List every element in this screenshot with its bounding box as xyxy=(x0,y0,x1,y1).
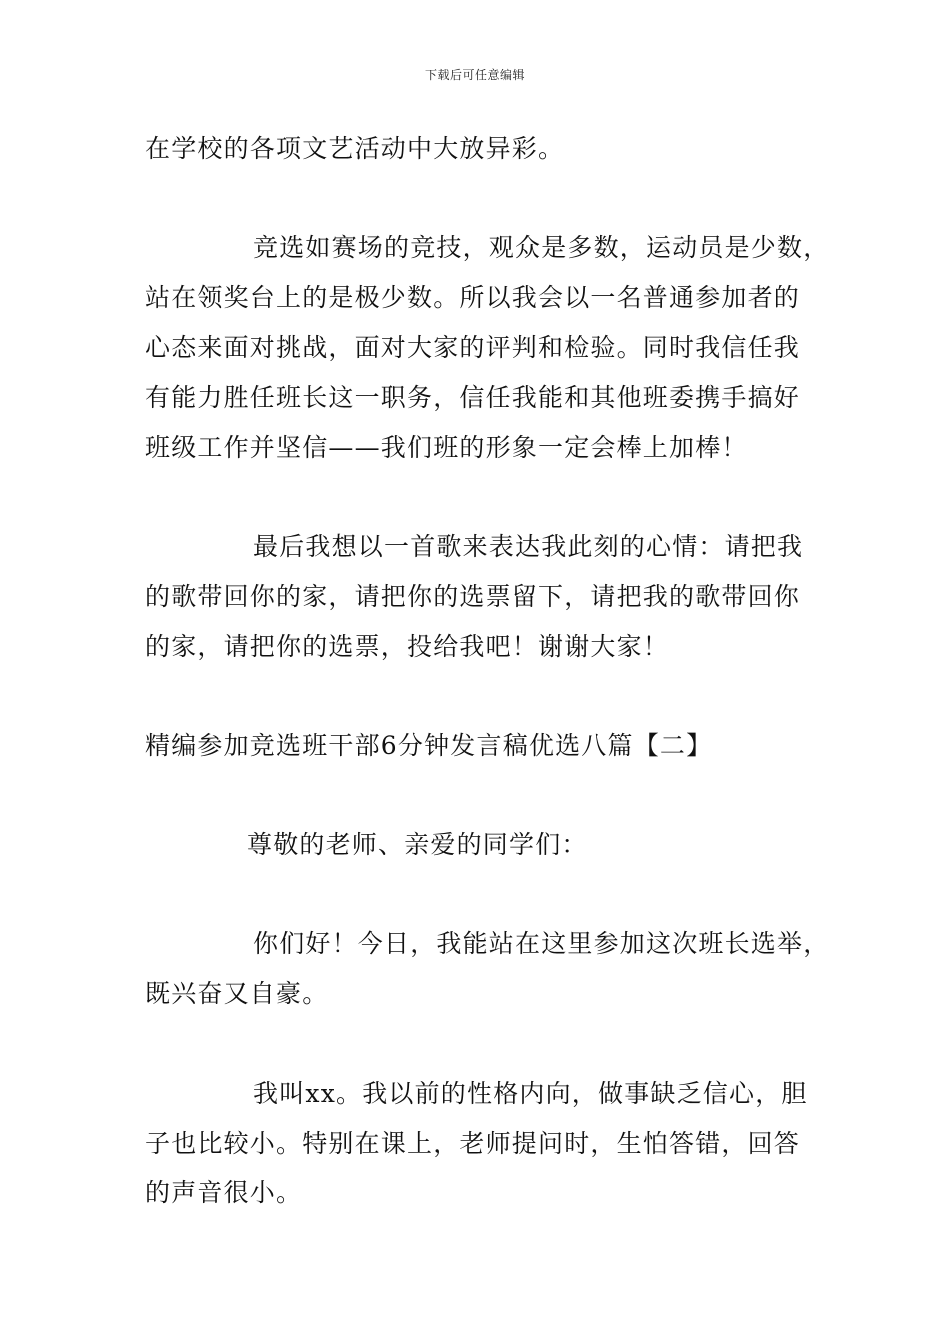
text-line: 班级工作并坚信——我们班的形象一定会棒上加棒！ xyxy=(145,433,748,462)
text-line: 在学校的各项文艺活动中大放异彩。 xyxy=(145,134,565,163)
section-heading: 精编参加竞选班干部6分钟发言稿优选八篇【二】 xyxy=(145,731,713,760)
text-line: 我叫xx。我以前的性格内向，做事缺乏信心，胆 xyxy=(253,1079,808,1108)
text-line: 竞选如赛场的竞技，观众是多数，运动员是少数， xyxy=(253,233,830,262)
text-line: 子也比较小。特别在课上，老师提问时，生怕答错，回答 xyxy=(145,1129,801,1158)
text-line: 的声音很小。 xyxy=(145,1178,303,1207)
text-line: 最后我想以一首歌来表达我此刻的心情：请把我 xyxy=(253,532,804,561)
text-line: 站在领奖台上的是极少数。所以我会以一名普通参加者的 xyxy=(145,283,801,312)
text-line: 既兴奋又自豪。 xyxy=(145,979,329,1008)
text-line: 心态来面对挑战，面对大家的评判和检验。同时我信任我 xyxy=(145,333,801,362)
greeting: 尊敬的老师、亲爱的同学们： xyxy=(247,830,588,859)
header-note: 下载后可任意编辑 xyxy=(424,68,525,82)
text-line: 的家，请把你的选票，投给我吧！谢谢大家！ xyxy=(145,632,670,661)
text-line: 你们好！今日，我能站在这里参加这次班长选举， xyxy=(253,929,830,958)
text-line: 有能力胜任班长这一职务，信任我能和其他班委携手搞好 xyxy=(145,383,801,412)
text-line: 的歌带回你的家，请把你的选票留下，请把我的歌带回你 xyxy=(145,582,801,611)
